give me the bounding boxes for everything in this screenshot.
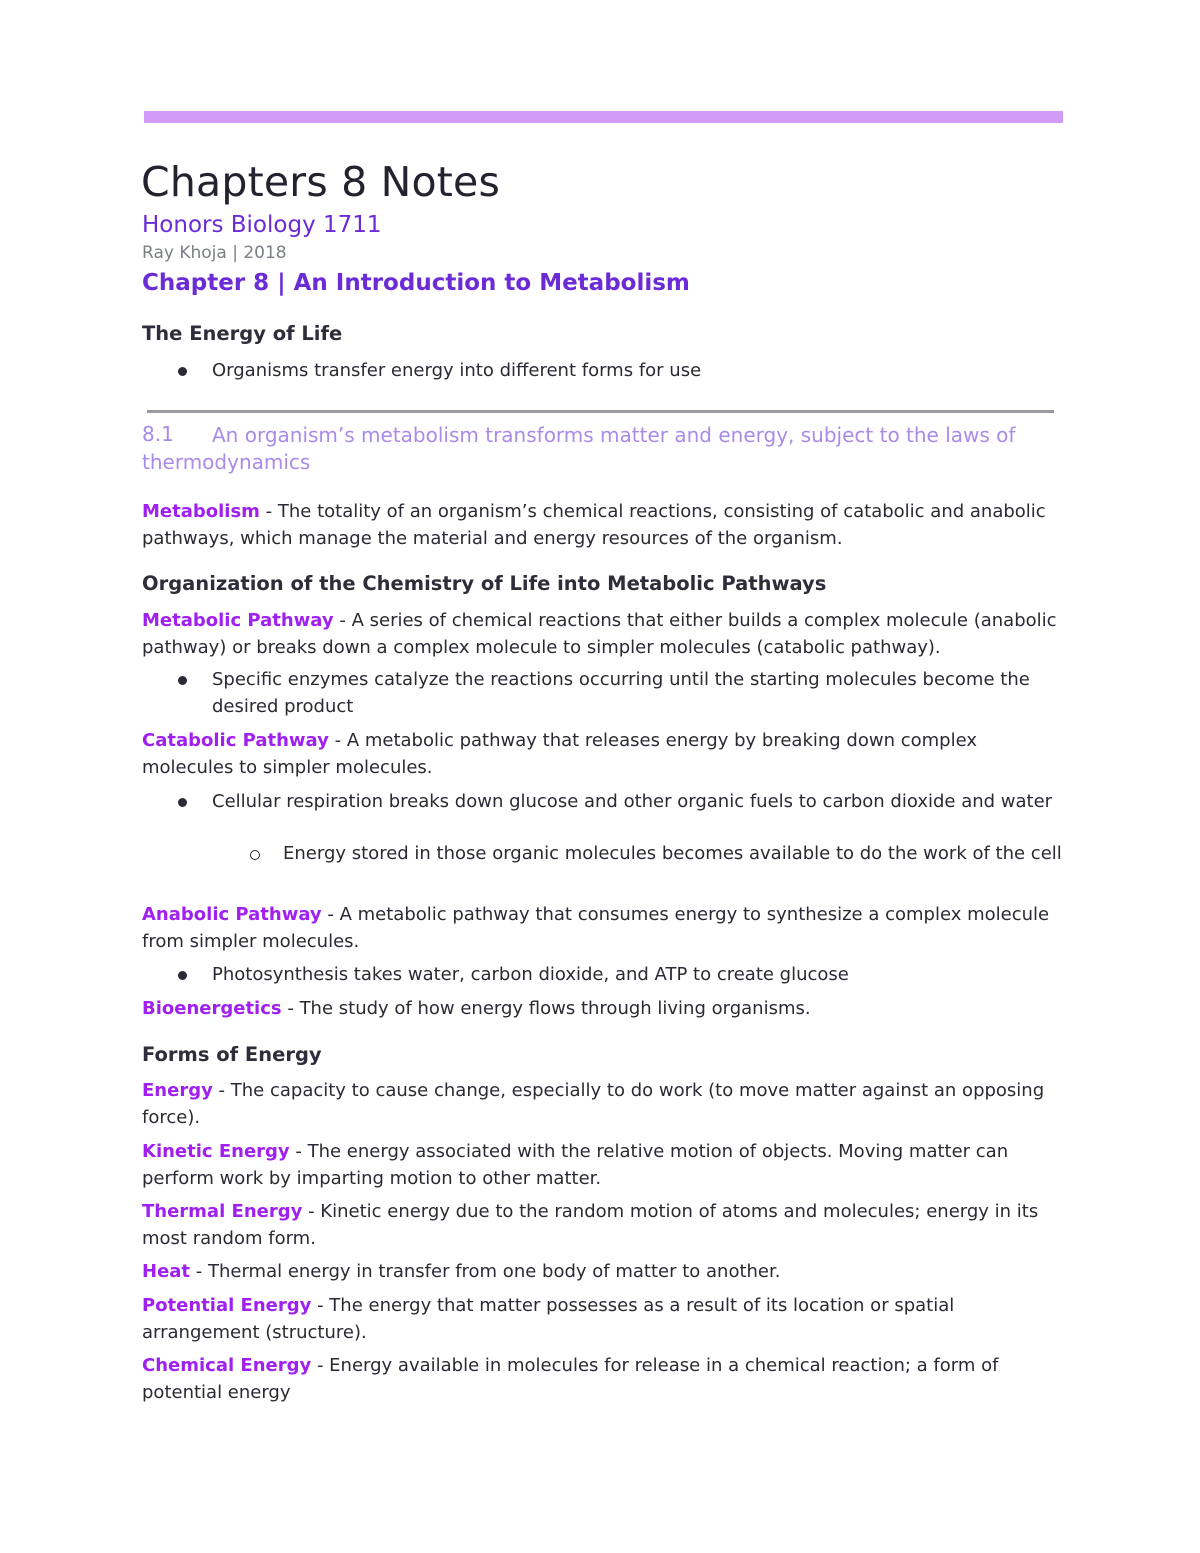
bullet-icon [178,798,187,807]
horizontal-divider [147,410,1054,413]
term-label: Thermal Energy [142,1201,303,1222]
bullet-icon [178,971,187,980]
definition-heat [142,1258,1072,1285]
term-label: Catabolic Pathway [142,730,329,751]
definition-energy [142,1077,1072,1131]
definition-text: - Energy available in molecules for release in a chemical reaction; a form of potential energy [142,1355,999,1403]
definition-text: - A metabolic pathway that releases energy by breaking down complex molecules to simpler molecules. [142,730,977,778]
definition-metabolism [142,498,1072,552]
term-label: Anabolic Pathway [142,904,322,925]
bullet-icon [178,367,187,376]
definition-potential-energy [142,1292,1072,1346]
term-label: Chemical Energy [142,1355,312,1376]
definition-text: - The capacity to cause change, especially to do work (to move matter against an opposing force). [142,1080,1045,1128]
definition-chemical-energy [142,1352,1072,1406]
list-item: Organisms transfer energy into different forms for use [212,360,702,381]
organization-heading: Organization of the Chemistry of Life into Metabolic Pathways [142,572,827,595]
definition-anabolic-pathway [142,901,1072,955]
forms-of-energy-heading: Forms of Energy [142,1043,322,1066]
definition-text: - The energy that matter possesses as a result of its location or spatial arrangement (structure). [142,1295,955,1343]
list-item: Specific enzymes catalyze the reactions occurring until the starting molecules become the desired product [212,669,1030,717]
definition-text: - Kinetic energy due to the random motion of atoms and molecules; energy in its most random form. [142,1201,1039,1249]
definition-text: - A series of chemical reactions that either builds a complex molecule (anabolic pathway) or breaks down a complex molecule to simpler molecules (catabolic pathway). [142,610,1057,658]
page-title: Chapters 8 Notes [141,158,501,206]
definition-text: - A metabolic pathway that consumes energy to synthesize a complex molecule from simpler molecules. [142,904,1050,952]
author-byline: Ray Khoja | 2018 [142,243,287,263]
definition-text: - The study of how energy flows through living organisms. [281,998,811,1019]
definition-bioenergetics [142,995,1072,1022]
list-item: Energy stored in those organic molecules becomes available to do the work of the cell [283,843,1062,864]
chapter-heading: Chapter 8 | An Introduction to Metabolism [142,270,690,296]
definition-catabolic-pathway [142,727,1072,781]
definition-kinetic-energy [142,1138,1072,1192]
term-label: Bioenergetics [142,998,282,1019]
energy-of-life-heading: The Energy of Life [142,322,343,345]
term-label: Potential Energy [142,1295,312,1316]
term-label: Metabolism [142,501,260,522]
bullet-icon [178,676,187,685]
term-label: Kinetic Energy [142,1141,290,1162]
section-number: 8.1 [142,422,174,446]
list-item: Cellular respiration breaks down glucose and other organic fuels to carbon dioxide and water [212,791,1053,812]
definition-text: - The energy associated with the relative motion of objects. Moving matter can perform work by imparting motion to other matter. [142,1141,1009,1189]
course-subtitle: Honors Biology 1711 [142,212,382,238]
term-label: Energy [142,1080,213,1101]
definition-text: - Thermal energy in transfer from one body of matter to another. [190,1261,781,1282]
term-label: Metabolic Pathway [142,610,334,631]
term-label: Heat [142,1261,191,1282]
accent-bar [144,111,1063,123]
section-heading: An organism’s metabolism transforms matter and energy, subject to the laws of thermodynamics [142,423,1016,474]
definition-metabolic-pathway [142,607,1072,661]
definition-text: - The totality of an organism’s chemical reactions, consisting of catabolic and anabolic pathways, which manage the material and energy resources of the organism. [142,501,1046,549]
list-item: Photosynthesis takes water, carbon dioxide, and ATP to create glucose [212,964,849,985]
definition-thermal-energy [142,1198,1072,1252]
sub-bullet-icon [250,850,260,860]
